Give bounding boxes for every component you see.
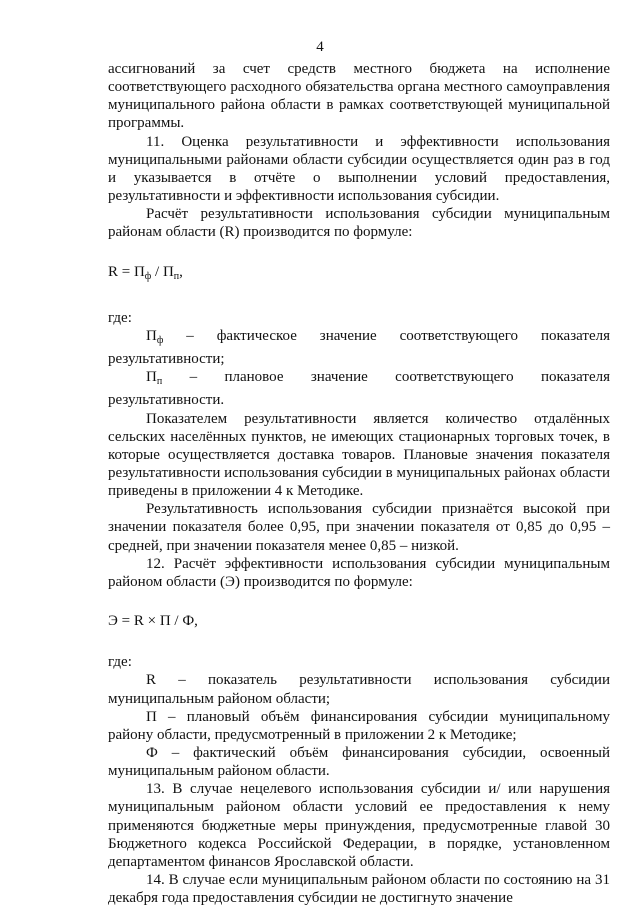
- document-body: [108, 60, 610, 907]
- formula-r: $R = П_ф / П_п$,: [108, 263, 183, 282]
- definition-pf: $П_ф$ – фактическое значение соответствующего показателя результативности;: [108, 327, 610, 368]
- paragraph-11: 11. Оценка результативности и эффективности использования муниципальными районами области субсидии осуществляется один раз в год и указывается в отчёте о выполнении условий предоставления, результативности и эффективности использования субсидии.: [108, 133, 610, 205]
- where-label-2: где:: [108, 654, 132, 671]
- definition-f: Ф – фактический объём финансирования субсидии, освоенный муниципальным районом области.: [108, 745, 610, 780]
- definition-r: R – показатель результативности использования субсидии муниципальным районом области;: [108, 672, 610, 707]
- paragraph-continuation: ассигнований за счет средств местного бюджета на исполнение соответствующего расходного обязательства органа местного самоуправления муниципального района области в рамках соответствующей муниципальной программы.: [108, 61, 610, 132]
- paragraph-13: 13. В случае нецелевого использования субсидии и/ или нарушения муниципальным районом области условий ее предоставления к нему применяются бюджетные меры принуждения, предусмотренные главой 30 Бюджетного кодекса Российской Федерации, в порядке, установленном департаментом финансов Ярославской области.: [108, 781, 610, 870]
- paragraph-rating: Результативность использования субсидии признаётся высокой при значении показателя более 0,95, при значении показателя от 0,85 до 0,95 – средней, при значении показателя менее 0,85 – низкой.: [108, 501, 610, 554]
- paragraph-12: 12. Расчёт эффективности использования субсидии муниципальным районом области (Э) производится по формуле:: [108, 555, 610, 590]
- paragraph-indicator: Показателем результативности является количество отдалённых сельских населённых пунктов, не имеющих стационарных торговых точек, в которые осуществляется доставка товаров. Плановые значения показателя результативности использования субсидии в муниципальных районах области приведены в приложении 4 к Методике.: [108, 410, 610, 500]
- paragraph-calc-r: Расчёт результативности использования субсидии муниципальным районам области (R) производится по формуле:: [108, 206, 610, 241]
- page-number: 4: [316, 39, 324, 55]
- formula-e: Э = R × П / Ф,: [108, 613, 198, 630]
- definition-p: П – плановый объём финансирования субсидии муниципальному району области, предусмотренный в приложении 2 к Методике;: [108, 708, 610, 743]
- definition-pp: $П_п$ – плановое значение соответствующего показателя результативности.: [108, 369, 610, 409]
- paragraph-14: 14. В случае если муниципальным районом области по состоянию на 31 декабря года предоставления субсидии не достигнуто значение: [108, 872, 610, 907]
- where-label-1: где:: [108, 309, 132, 326]
